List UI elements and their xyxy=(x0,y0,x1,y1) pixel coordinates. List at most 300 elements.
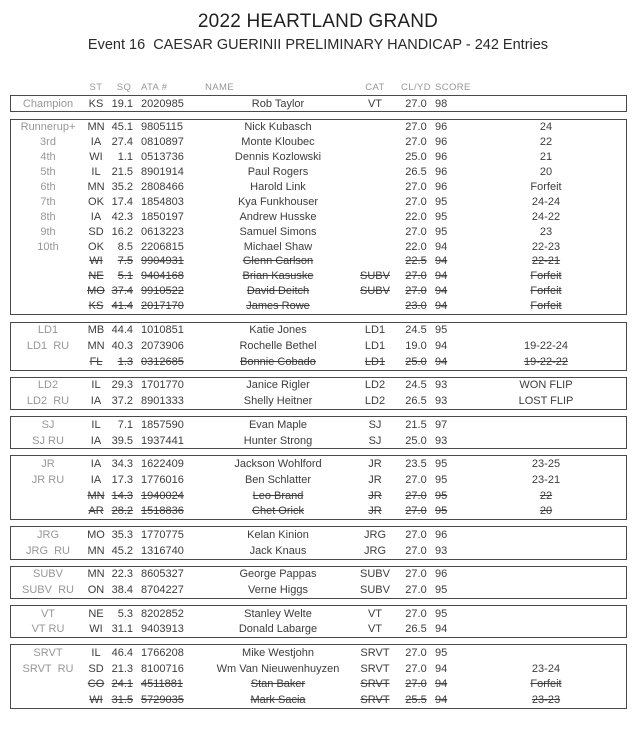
carryover-cell: 19-22-24 xyxy=(523,340,569,353)
yardage-cell: 27.0 xyxy=(405,97,427,110)
ata-number-cell: 0312685 xyxy=(141,355,184,368)
category-cell: JRG xyxy=(364,544,386,557)
category-cell: SRVT xyxy=(360,694,390,707)
ata-number-cell: 1937441 xyxy=(141,434,184,447)
shooter-name-cell: Wm Van Nieuwenhuyzen xyxy=(216,662,340,675)
squad-cell: 17.3 xyxy=(111,473,133,486)
state-cell: WI xyxy=(89,151,103,164)
squad-cell: 31.1 xyxy=(111,623,133,636)
shooter-name-cell: Janice Rigler xyxy=(246,379,310,392)
state-cell: MO xyxy=(87,285,105,298)
table-row xyxy=(11,180,626,195)
ata-number-cell: 9404168 xyxy=(141,270,184,283)
place-label: Runnerup+ xyxy=(20,121,76,134)
score-cell: 96 xyxy=(435,528,448,541)
yardage-cell: 19.0 xyxy=(405,340,427,353)
place-label: SRVT RU xyxy=(22,662,74,675)
shooter-name-cell: Mike Westjohn xyxy=(242,647,314,660)
category-cell: SRVT xyxy=(360,678,390,691)
ata-number-cell: 2020985 xyxy=(141,97,184,110)
yardage-cell: 27.0 xyxy=(405,136,427,149)
table-row xyxy=(11,150,626,165)
squad-cell: 45.1 xyxy=(111,121,133,134)
shooter-name-cell: Glenn Carlson xyxy=(242,255,314,268)
carryover-cell: 23-24 xyxy=(531,662,561,675)
col-header-ata: ATA # xyxy=(141,82,168,93)
table-row xyxy=(11,456,626,472)
shooter-name-cell: Ben Schlatter xyxy=(244,473,312,486)
table-row xyxy=(11,622,626,638)
yardage-cell: 27.0 xyxy=(405,473,427,486)
ata-number-cell: 1940024 xyxy=(141,489,184,502)
category-cell: VT xyxy=(367,623,383,636)
yardage-cell: 27.0 xyxy=(405,662,427,675)
carryover-cell: 22-23 xyxy=(531,240,561,253)
yardage-cell: 27.0 xyxy=(405,270,427,283)
yardage-cell: 27.0 xyxy=(405,225,427,238)
score-cell: 96 xyxy=(435,121,448,134)
squad-cell: 44.4 xyxy=(111,324,133,337)
table-row xyxy=(11,692,626,708)
state-cell: MN xyxy=(87,121,105,134)
place-label: Champion xyxy=(22,97,74,110)
ata-number-cell: 1622409 xyxy=(141,458,184,471)
ata-number-cell: 8704227 xyxy=(141,584,184,597)
shooter-name-cell: Evan Maple xyxy=(248,418,308,431)
squad-cell: 21.3 xyxy=(111,662,133,675)
state-cell: IL xyxy=(91,647,101,660)
state-cell: WI xyxy=(89,694,103,707)
table-row xyxy=(11,269,626,284)
carryover-cell: Forfeit xyxy=(530,285,562,298)
place-label: SRVT xyxy=(33,647,63,660)
place-label: JR RU xyxy=(31,473,65,486)
state-cell: WI xyxy=(89,255,103,268)
page-title: 2022 HEARTLAND GRAND xyxy=(197,11,439,32)
score-cell: 98 xyxy=(435,97,448,110)
ata-number-cell: 9805115 xyxy=(141,121,184,134)
squad-cell: 14.3 xyxy=(111,489,133,502)
ata-number-cell: 8901333 xyxy=(141,395,184,408)
carryover-cell: Forfeit xyxy=(530,678,562,691)
state-cell: IA xyxy=(90,473,102,486)
ata-number-cell: 1010851 xyxy=(141,324,184,337)
ata-number-cell: 0613223 xyxy=(141,225,184,238)
ata-number-cell: 1701770 xyxy=(141,379,184,392)
score-cell: 97 xyxy=(435,418,448,431)
score-cell: 96 xyxy=(435,136,448,149)
shooter-name-cell: Shelly Heitner xyxy=(243,395,313,408)
table-row xyxy=(11,194,626,209)
yardage-cell: 24.5 xyxy=(405,379,427,392)
yardage-cell: 27.0 xyxy=(405,678,427,691)
table-row xyxy=(11,96,626,111)
ata-number-cell: 1518836 xyxy=(141,505,184,518)
squad-cell: 17.4 xyxy=(111,195,133,208)
yardage-cell: 22.0 xyxy=(405,240,427,253)
yardage-cell: 26.5 xyxy=(405,623,427,636)
table-row xyxy=(11,677,626,693)
category-cell: LD2 xyxy=(364,379,386,392)
table-row xyxy=(11,567,626,583)
shooter-name-cell: Samuel Simons xyxy=(239,225,317,238)
shooter-name-cell: Katie Jones xyxy=(249,324,307,337)
ata-number-cell: 9403913 xyxy=(141,623,184,636)
squad-cell: 37.4 xyxy=(111,285,133,298)
shooter-name-cell: Chet Orick xyxy=(252,505,304,518)
col-header-st: ST xyxy=(89,82,103,93)
state-cell: MO xyxy=(87,528,105,541)
ata-number-cell: 1857590 xyxy=(141,418,184,431)
state-cell: IA xyxy=(90,210,102,223)
state-cell: IL xyxy=(91,418,101,431)
ata-number-cell: 2808466 xyxy=(141,181,184,193)
score-cell: 94 xyxy=(435,255,448,268)
category-cell: SUBV xyxy=(360,568,390,581)
shooter-name-cell: Rochelle Bethel xyxy=(239,340,317,353)
ata-number-cell: 1776016 xyxy=(141,473,184,486)
yardage-cell: 25.0 xyxy=(405,151,427,164)
ata-number-cell: 0513736 xyxy=(141,151,184,164)
col-header-clyd: CL/YD xyxy=(401,82,431,93)
event-subtitle: Event 16 CAESAR GUERINII PRELIMINARY HANDICAP - 242 Entries xyxy=(87,37,549,53)
state-cell: KS xyxy=(88,97,104,110)
score-cell: 95 xyxy=(435,473,448,486)
category-cell: SJ xyxy=(368,418,382,431)
yardage-cell: 27.0 xyxy=(405,181,427,193)
ata-number-cell: 1766208 xyxy=(141,647,184,660)
state-cell: IA xyxy=(90,395,102,408)
yardage-cell: 27.0 xyxy=(405,285,427,298)
state-cell: NE xyxy=(88,607,104,620)
score-cell: 95 xyxy=(435,195,448,208)
squad-cell: 38.4 xyxy=(111,584,133,597)
state-cell: OK xyxy=(88,195,104,208)
squad-cell: 40.3 xyxy=(111,340,133,353)
section-box xyxy=(10,526,627,559)
shooter-name-cell: Verne Higgs xyxy=(248,584,308,597)
category-cell: LD1 xyxy=(364,355,386,368)
place-label: 8th xyxy=(40,210,56,223)
place-label: LD1 xyxy=(37,324,59,337)
table-row xyxy=(11,543,626,559)
table-row xyxy=(11,393,626,409)
squad-cell: 22.3 xyxy=(111,568,133,581)
squad-cell: 8.5 xyxy=(117,240,133,253)
section-box xyxy=(10,416,627,449)
state-cell: FL xyxy=(89,355,103,368)
shooter-name-cell: Brian Kasuske xyxy=(242,270,314,283)
section-box xyxy=(10,566,627,599)
state-cell: MN xyxy=(87,181,105,193)
score-cell: 95 xyxy=(435,584,448,597)
shooter-name-cell: Michael Shaw xyxy=(243,240,313,253)
table-row xyxy=(11,433,626,449)
category-cell: LD2 xyxy=(364,395,386,408)
score-cell: 95 xyxy=(435,225,448,238)
place-label: LD2 xyxy=(37,379,59,392)
squad-cell: 28.2 xyxy=(111,505,133,518)
shooter-name-cell: Monte Kloubec xyxy=(241,136,315,149)
squad-cell: 5.1 xyxy=(117,270,133,283)
shooter-name-cell: Kelan Kinion xyxy=(247,528,309,541)
squad-cell: 27.4 xyxy=(111,136,133,149)
score-cell: 95 xyxy=(435,489,448,502)
score-cell: 94 xyxy=(435,678,448,691)
ata-number-cell: 8605327 xyxy=(141,568,184,581)
place-label: 9th xyxy=(40,225,56,238)
table-row xyxy=(11,165,626,180)
section-box xyxy=(10,377,627,410)
ata-number-cell: 4511881 xyxy=(141,678,184,691)
table-row xyxy=(11,354,626,370)
shooter-name-cell: Rob Taylor xyxy=(251,97,305,110)
table-row xyxy=(11,503,626,519)
yardage-cell: 27.0 xyxy=(405,647,427,660)
ata-number-cell: 2017170 xyxy=(141,300,184,313)
yardage-cell: 27.0 xyxy=(405,544,427,557)
yardage-cell: 27.0 xyxy=(405,584,427,597)
score-cell: 93 xyxy=(435,434,448,447)
section-box xyxy=(10,605,627,638)
ata-number-cell: 8901914 xyxy=(141,166,184,179)
state-cell: IA xyxy=(90,458,102,471)
place-label: 5th xyxy=(40,166,56,179)
yardage-cell: 27.0 xyxy=(405,505,427,518)
squad-cell: 46.4 xyxy=(111,647,133,660)
score-cell: 95 xyxy=(435,324,448,337)
shooter-name-cell: Jackson Wohlford xyxy=(234,458,322,471)
state-cell: MN xyxy=(87,489,105,502)
category-cell: SUBV xyxy=(360,584,390,597)
squad-cell: 39.5 xyxy=(111,434,133,447)
score-cell: 94 xyxy=(435,300,448,313)
table-row xyxy=(11,299,626,314)
shooter-name-cell: Donald Labarge xyxy=(238,623,318,636)
table-row xyxy=(11,209,626,224)
table-row xyxy=(11,254,626,269)
place-label: LD1 RU xyxy=(26,340,70,353)
category-cell: SRVT xyxy=(360,647,390,660)
squad-cell: 42.3 xyxy=(111,210,133,223)
carryover-cell: 23-21 xyxy=(531,473,561,486)
ata-number-cell: 5729035 xyxy=(141,694,184,707)
carryover-cell: 21 xyxy=(539,151,553,164)
state-cell: NE xyxy=(88,270,104,283)
place-label: SUBV RU xyxy=(22,584,74,597)
squad-cell: 16.2 xyxy=(111,225,133,238)
score-cell: 96 xyxy=(435,568,448,581)
score-cell: 93 xyxy=(435,379,448,392)
squad-cell: 24.1 xyxy=(111,678,133,691)
table-row xyxy=(11,284,626,299)
yardage-cell: 25.0 xyxy=(405,434,427,447)
state-cell: MN xyxy=(87,340,105,353)
squad-cell: 37.2 xyxy=(111,395,133,408)
carryover-cell: Forfeit xyxy=(530,300,562,313)
squad-cell: 31.5 xyxy=(111,694,133,707)
table-row xyxy=(11,606,626,622)
table-row xyxy=(11,378,626,394)
category-cell: LD1 xyxy=(364,324,386,337)
category-cell: JR xyxy=(368,505,382,518)
carryover-cell: 20 xyxy=(539,505,553,518)
place-label: SJ xyxy=(41,418,55,431)
sections-container xyxy=(0,95,636,709)
place-label: JRG RU xyxy=(26,544,70,557)
state-cell: IA xyxy=(90,136,102,149)
score-cell: 93 xyxy=(435,544,448,557)
carryover-cell: 23-25 xyxy=(531,458,561,471)
yardage-cell: 23.5 xyxy=(405,458,427,471)
squad-cell: 34.3 xyxy=(111,458,133,471)
ata-number-cell: 2073906 xyxy=(141,340,184,353)
shooter-name-cell: Stanley Welte xyxy=(244,607,312,620)
squad-cell: 41.4 xyxy=(111,300,133,313)
ata-number-cell: 8100716 xyxy=(141,662,184,675)
carryover-cell: 23 xyxy=(539,225,553,238)
state-cell: MB xyxy=(87,324,105,337)
shooter-name-cell: Stan Baker xyxy=(250,678,306,691)
squad-cell: 21.5 xyxy=(111,166,133,179)
shooter-name-cell: Paul Rogers xyxy=(247,166,309,179)
col-header-score: SCORE xyxy=(435,82,471,93)
ata-number-cell: 1850197 xyxy=(141,210,184,223)
shooter-name-cell: Jack Knaus xyxy=(249,544,307,557)
score-cell: 94 xyxy=(435,355,448,368)
state-cell: KS xyxy=(88,300,104,313)
category-cell: LD1 xyxy=(364,340,386,353)
carryover-cell: 22 xyxy=(539,489,553,502)
state-cell: IA xyxy=(90,434,102,447)
table-row xyxy=(11,224,626,239)
carryover-cell: 20 xyxy=(539,166,553,179)
place-label: 6th xyxy=(40,181,56,193)
table-row xyxy=(11,323,626,339)
carryover-cell: 23-23 xyxy=(531,694,561,707)
state-cell: MN xyxy=(87,544,105,557)
ata-number-cell: 9904931 xyxy=(141,255,184,268)
state-cell: ON xyxy=(87,584,105,597)
squad-cell: 19.1 xyxy=(111,97,133,110)
table-row xyxy=(11,645,626,661)
score-cell: 95 xyxy=(435,505,448,518)
yardage-cell: 27.0 xyxy=(405,568,427,581)
shooter-name-cell: Harold Link xyxy=(250,181,306,193)
category-cell: SUBV xyxy=(360,285,390,298)
state-cell: WI xyxy=(89,623,103,636)
place-label: JR xyxy=(41,458,55,471)
carryover-cell: 24 xyxy=(539,121,553,134)
ata-number-cell: 8202852 xyxy=(141,607,184,620)
section-box xyxy=(10,119,627,315)
carryover-cell: Forfeit xyxy=(530,270,562,283)
table-row xyxy=(11,120,626,135)
table-row xyxy=(11,582,626,598)
score-cell: 96 xyxy=(435,151,448,164)
col-header-name: NAME xyxy=(205,82,235,93)
squad-cell: 45.2 xyxy=(111,544,133,557)
place-label: 7th xyxy=(40,195,56,208)
section-box xyxy=(10,455,627,520)
table-row xyxy=(11,239,626,254)
table-row xyxy=(11,488,626,504)
shooter-name-cell: Leo Brand xyxy=(252,489,304,502)
shooter-name-cell: Bonnie Cobado xyxy=(240,355,316,368)
category-cell: JR xyxy=(368,473,382,486)
category-cell: SRVT xyxy=(360,662,390,675)
section-box xyxy=(10,322,627,371)
score-cell: 95 xyxy=(435,210,448,223)
shooter-name-cell: Hunter Strong xyxy=(243,434,313,447)
yardage-cell: 24.5 xyxy=(405,324,427,337)
yardage-cell: 27.0 xyxy=(405,607,427,620)
score-cell: 94 xyxy=(435,662,448,675)
state-cell: OK xyxy=(88,240,104,253)
ata-number-cell: 1854803 xyxy=(141,195,184,208)
col-header-cat: CAT xyxy=(365,82,385,93)
yardage-cell: 22.5 xyxy=(405,255,427,268)
place-label: VT RU xyxy=(31,623,65,636)
ata-number-cell: 1770775 xyxy=(141,528,184,541)
shooter-name-cell: Andrew Husske xyxy=(239,210,317,223)
state-cell: IL xyxy=(91,166,101,179)
table-row xyxy=(11,527,626,543)
table-row xyxy=(11,472,626,488)
yardage-cell: 26.5 xyxy=(405,166,427,179)
category-cell: SUBV xyxy=(360,270,390,283)
score-cell: 95 xyxy=(435,647,448,660)
ata-number-cell: 1316740 xyxy=(141,544,184,557)
state-cell: MN xyxy=(87,568,105,581)
yardage-cell: 21.5 xyxy=(405,418,427,431)
squad-cell: 35.2 xyxy=(111,181,133,193)
place-label: JRG xyxy=(37,528,59,541)
yardage-cell: 23.0 xyxy=(405,300,427,313)
carryover-cell: 19-22-22 xyxy=(523,355,569,368)
place-label: VT xyxy=(40,607,56,620)
yardage-cell: 22.0 xyxy=(405,210,427,223)
score-cell: 96 xyxy=(435,166,448,179)
yardage-cell: 25.0 xyxy=(405,355,427,368)
category-cell: JR xyxy=(368,489,382,502)
squad-cell: 7.5 xyxy=(117,255,133,268)
state-cell: SD xyxy=(88,662,104,675)
yardage-cell: 27.0 xyxy=(405,528,427,541)
table-row xyxy=(11,417,626,433)
yardage-cell: 26.5 xyxy=(405,395,427,408)
score-cell: 94 xyxy=(435,623,448,636)
yardage-cell: 27.0 xyxy=(405,489,427,502)
score-cell: 94 xyxy=(435,694,448,707)
carryover-cell: 24-22 xyxy=(531,210,561,223)
section-box xyxy=(10,95,627,112)
shooter-name-cell: Dennis Kozlowski xyxy=(234,151,322,164)
squad-cell: 1.3 xyxy=(117,355,133,368)
table-row xyxy=(11,135,626,150)
column-headers xyxy=(10,82,627,94)
ata-number-cell: 9910522 xyxy=(141,285,184,298)
carryover-cell: WON FLIP xyxy=(519,379,573,392)
carryover-cell: 22-21 xyxy=(531,255,561,268)
shooter-name-cell: James Rowe xyxy=(246,300,310,313)
carryover-cell: 24-24 xyxy=(531,195,561,208)
shooter-name-cell: Kya Funkhouser xyxy=(237,195,319,208)
ata-number-cell: 0810897 xyxy=(141,136,184,149)
yardage-cell: 25.5 xyxy=(405,694,427,707)
table-row xyxy=(11,338,626,354)
state-cell: SD xyxy=(88,225,104,238)
